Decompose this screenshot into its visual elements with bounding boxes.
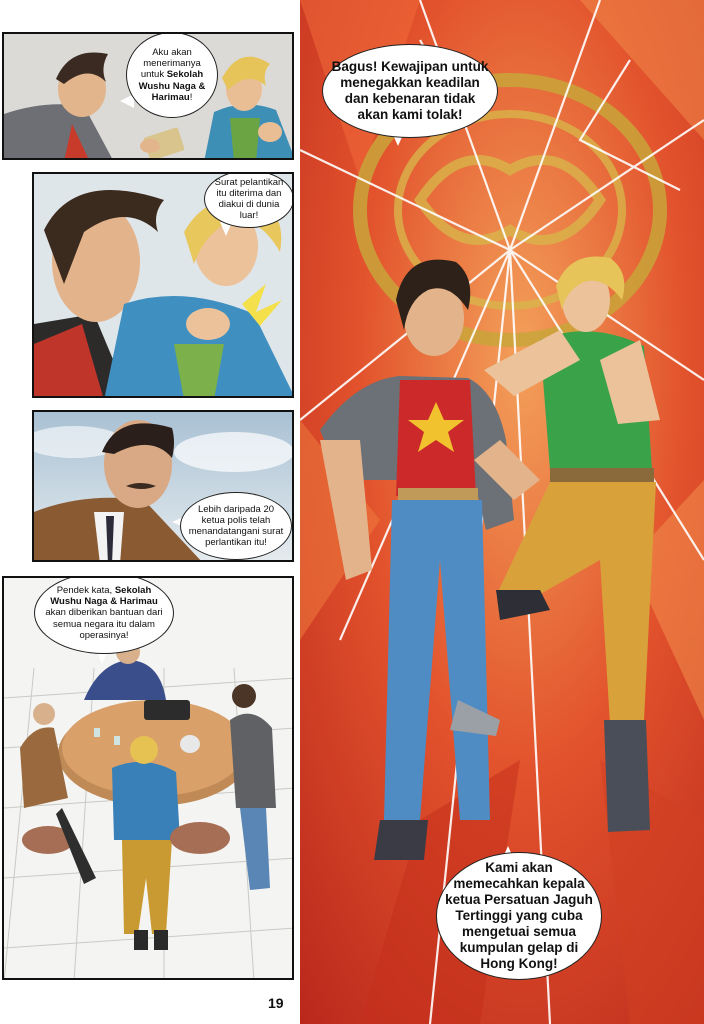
panel-1	[2, 32, 294, 160]
panel-2-speech-bubble	[204, 172, 294, 228]
panel-3-bubble-text: Lebih daripada 20 ketua polis telah menandatangani surat perlantikan itu!	[188, 503, 284, 549]
panel-1-speech-bubble	[126, 32, 218, 118]
panel-2-bubble-text: Surat pelantikan itu diterima dan diakui di dunia luar!	[214, 176, 284, 222]
panel-5-splash	[300, 0, 704, 1024]
panel-2	[32, 172, 294, 398]
panel-1-bubble-text-b: !	[189, 91, 193, 103]
panel-1-bubble-text-a: Aku akan menerimanya untuk	[140, 46, 201, 81]
panel-3-speech-bubble	[180, 492, 292, 560]
panel-4	[2, 576, 294, 980]
panel-5-top-speech-bubble	[322, 44, 498, 138]
panel-4-bubble-text-a: Pendek kata,	[56, 584, 115, 596]
panel-5-top-bubble-text: Bagus! Kewajipan untuk menegakkan keadilan dan kebenaran tidak akan kami tolak!	[331, 59, 489, 122]
panel-5-bottom-bubble-text: Kami akan memecahkan kepala ketua Persatuan Jaguh Tertinggi yang cuba mengetuai semua kumpulan gelap di Hong Kong!	[445, 860, 593, 971]
panel-3	[32, 410, 294, 562]
panel-5-bottom-speech-bubble	[436, 852, 602, 980]
panel-4-bubble-text-bold: Sekolah Wushu Naga & Harimau	[50, 584, 158, 608]
panel-4-bubble-text-b: akan diberikan bantuan dari semua negara itu dalam operasinya!	[45, 607, 163, 641]
panel-1-bubble-text-bold: Sekolah Wushu Naga & Harimau	[138, 69, 206, 103]
page-number: 19	[268, 995, 284, 1011]
